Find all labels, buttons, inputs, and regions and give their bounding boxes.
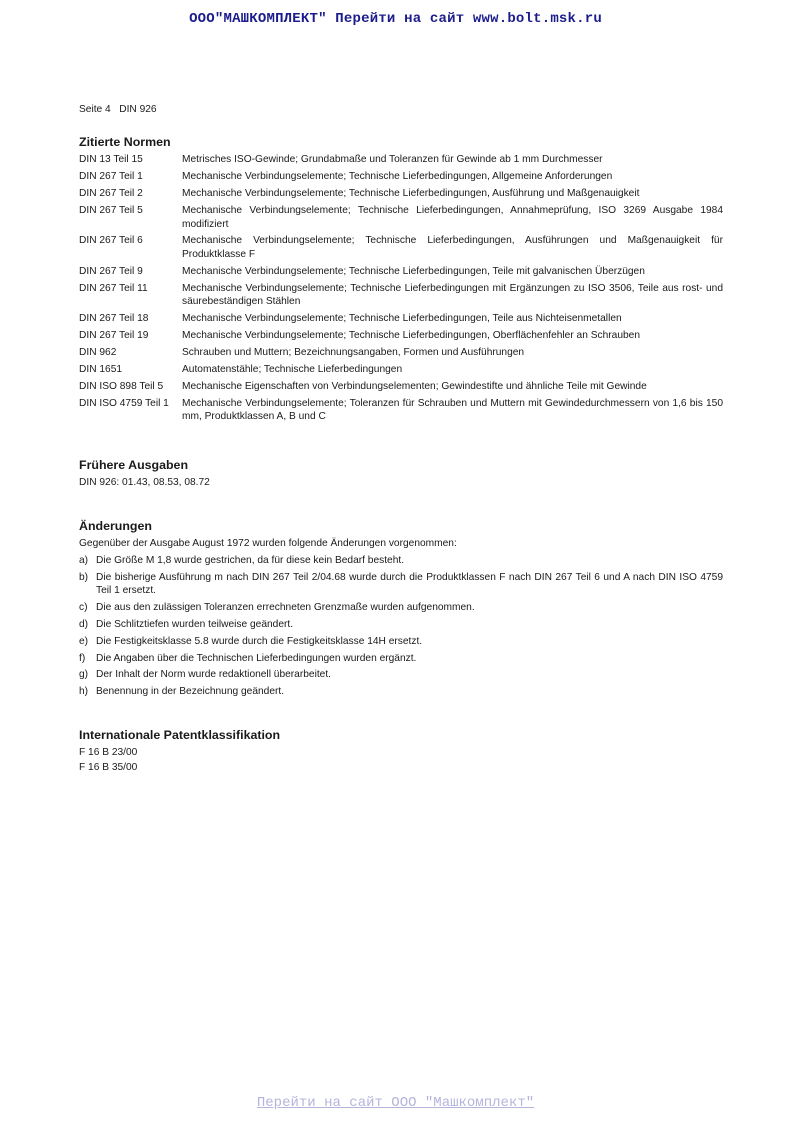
previous-editions-heading: Frühere Ausgaben <box>79 457 189 472</box>
cited-norms-heading: Zitierte Normen <box>79 135 171 150</box>
list-item-marker: a) <box>79 554 89 566</box>
norm-code: DIN 267 Teil 18 <box>79 312 149 324</box>
changes-section <box>79 518 723 699</box>
norm-title: Mechanische Verbindungselemente; Technische Lieferbedingungen, Teile mit galvanischen Überzügen <box>182 265 645 277</box>
list-item-text: Die Schlitztiefen wurden teilweise geändert. <box>96 618 294 630</box>
table-row <box>79 380 723 397</box>
list-item <box>79 668 723 681</box>
norm-code: DIN ISO 4759 Teil 1 <box>79 397 169 409</box>
table-row <box>79 329 723 346</box>
norm-code: DIN 267 Teil 11 <box>79 282 148 294</box>
table-row <box>79 204 723 234</box>
list-item-text: Die Angaben über die Technischen Lieferbedingungen wurden ergänzt. <box>96 652 417 664</box>
table-row <box>79 265 723 282</box>
patent-classification-section <box>79 727 723 775</box>
norm-title: Metrisches ISO-Gewinde; Grundabmaße und Toleranzen für Gewinde ab 1 mm Durchmesser <box>182 154 603 166</box>
list-item-marker: g) <box>79 669 89 681</box>
patent-classification-heading: Internationale Patentklassifikation <box>79 727 281 742</box>
cited-norms-table <box>79 153 723 426</box>
patent-class-code: F 16 B 23/00 <box>79 746 138 758</box>
norm-code: DIN 267 Teil 2 <box>79 188 143 200</box>
cited-norms-section <box>79 134 723 426</box>
patent-class-code: F 16 B 35/00 <box>79 762 138 774</box>
list-item-marker: h) <box>79 686 89 698</box>
norm-title: Mechanische Verbindungselemente; Technische Lieferbedingungen, Ausführungen und Maßgenauigkeit für Produktklasse F <box>182 235 723 260</box>
list-item-text: Die aus den zulässigen Toleranzen errechneten Grenzmaße wurden aufgenommen. <box>96 601 475 613</box>
patent-classification-list <box>79 746 723 775</box>
list-item-text: Benennung in der Bezeichnung geändert. <box>96 686 285 698</box>
list-item <box>79 554 723 567</box>
list-item-text: Die Festigkeitsklasse 5.8 wurde durch die Festigkeitsklasse 14H ersetzt. <box>96 635 423 647</box>
norm-code: DIN 267 Teil 9 <box>79 265 143 277</box>
norm-title: Automatenstähle; Technische Lieferbedingungen <box>182 363 403 375</box>
document-page <box>79 103 723 777</box>
norm-title: Mechanische Verbindungselemente; Technische Lieferbedingungen, Ausführung und Maßgenauigkeit <box>182 188 640 200</box>
list-item <box>79 601 723 614</box>
table-row <box>79 397 723 427</box>
list-item <box>79 652 723 665</box>
list-item-marker: c) <box>79 601 88 613</box>
changes-heading: Änderungen <box>79 519 152 534</box>
norm-title: Mechanische Verbindungselemente; Technische Lieferbedingungen mit Ergänzungen zu ISO 3506, Teile aus rost- und säurebeständigen Stählen <box>182 282 723 308</box>
norm-code: DIN 962 <box>79 346 117 358</box>
norm-code: DIN 267 Teil 1 <box>79 171 143 183</box>
previous-editions-text: DIN 926: 01.43, 08.53, 08.72 <box>79 476 210 488</box>
norm-code: DIN 1651 <box>79 363 123 375</box>
list-item-marker: f) <box>79 652 86 664</box>
norm-title: Schrauben und Muttern; Bezeichnungsangaben, Formen und Ausführungen <box>182 346 525 358</box>
table-row <box>79 153 723 170</box>
list-item <box>79 571 723 598</box>
norm-title: Mechanische Verbindungselemente; Technische Lieferbedingungen, Teile aus Nichteisenmetallen <box>182 312 622 324</box>
page-header <box>79 103 723 116</box>
changes-list <box>79 554 723 699</box>
table-row <box>79 170 723 187</box>
norm-title: Mechanische Verbindungselemente; Technische Lieferbedingungen, Annahmeprüfung, ISO 3269 Ausgabe 1984 modifiziert <box>182 205 723 230</box>
norm-code: DIN 267 Teil 19 <box>79 329 149 341</box>
norm-title: Mechanische Verbindungselemente; Toleranzen für Schrauben und Muttern mit Gewindedurchmessern von 1,6 bis 150 mm, Produktklassen A, B und C <box>182 397 723 422</box>
list-item-marker: e) <box>79 635 89 647</box>
table-row <box>79 282 723 312</box>
table-row <box>79 312 723 329</box>
page-number: Seite 4 <box>79 104 111 115</box>
changes-intro: Gegenüber der Ausgabe August 1972 wurden folgende Änderungen vorgenommen: <box>79 538 457 550</box>
norm-code: DIN 267 Teil 5 <box>79 205 143 217</box>
table-row <box>79 234 723 264</box>
table-row <box>79 187 723 204</box>
list-item <box>79 618 723 631</box>
list-item-text: Die Größe M 1,8 wurde gestrichen, da für diese kein Bedarf besteht. <box>96 554 405 566</box>
list-item <box>79 635 723 648</box>
bottom-site-link[interactable]: Перейти на сайт ООО "Машкомплект" <box>256 1095 535 1111</box>
list-item-text: Die bisherige Ausführung m nach DIN 267 Teil 2/04.68 wurde durch die Produktklassen F nach DIN 267 Teil 6 und A nach DIN ISO 4759 Teil 1 ersetzt. <box>96 571 723 596</box>
top-banner-link[interactable]: ООО"МАШКОМПЛЕКТ" Перейти на сайт www.bolt.msk.ru <box>189 11 602 27</box>
norm-title: Mechanische Verbindungselemente; Technische Lieferbedingungen, Allgemeine Anforderungen <box>182 171 613 183</box>
list-item-marker: d) <box>79 618 89 630</box>
table-row <box>79 346 723 363</box>
norm-code: DIN 267 Teil 6 <box>79 235 143 247</box>
list-item-marker: b) <box>79 571 89 583</box>
previous-editions-section <box>79 457 723 489</box>
norm-code: DIN 13 Teil 15 <box>79 154 143 166</box>
norm-title: Mechanische Verbindungselemente; Technische Lieferbedingungen, Oberflächenfehler an Schrauben <box>182 329 640 341</box>
norm-title: Mechanische Eigenschaften von Verbindungselementen; Gewindestifte und ähnliche Teile mit Gewinde <box>182 380 647 392</box>
list-item <box>79 685 723 698</box>
norm-code: DIN ISO 898 Teil 5 <box>79 380 164 392</box>
list-item-text: Der Inhalt der Norm wurde redaktionell überarbeitet. <box>96 669 331 681</box>
table-row <box>79 363 723 380</box>
document-id: DIN 926 <box>119 104 157 115</box>
